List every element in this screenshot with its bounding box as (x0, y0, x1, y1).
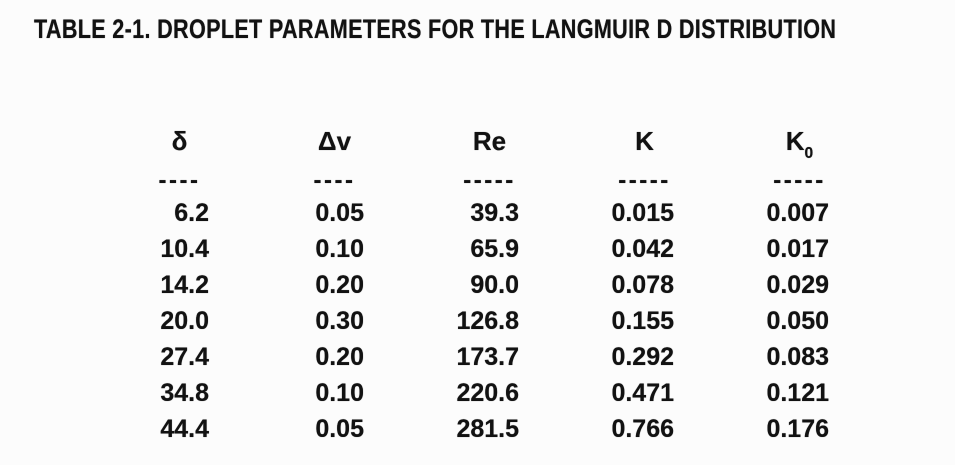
table-cell-delta-v: 0.20 (315, 271, 364, 299)
table-cell-delta-v: 0.30 (315, 307, 364, 335)
table-row (102, 303, 877, 339)
table-cell-k: 0.078 (611, 271, 674, 299)
table-cell-k: 0.471 (611, 379, 674, 407)
column-divider-dashes: ----- (463, 167, 516, 194)
table-cell-re: 65.9 (470, 235, 519, 263)
table-cell-delta: 20.0 (160, 307, 209, 335)
column-header-delta (102, 127, 257, 169)
table-cell-re: 126.8 (456, 307, 519, 335)
table-row (102, 231, 877, 267)
table-cell-delta-v: 0.05 (315, 415, 364, 443)
table-cell-delta: 44.4 (160, 415, 209, 443)
table-cell-k: 0.015 (611, 199, 674, 227)
header-label: Δv (317, 126, 352, 156)
table-cell-delta: 10.4 (160, 235, 209, 263)
table-cell-delta: 34.8 (160, 379, 209, 407)
table-cell-delta-v: 0.05 (315, 199, 364, 227)
table-header-row (102, 127, 877, 169)
table-cell-k0: 0.050 (766, 307, 829, 335)
header-label: K (635, 126, 654, 156)
table-cell-delta-v: 0.10 (315, 379, 364, 407)
table-cell-re: 173.7 (456, 343, 519, 371)
table-cell-k: 0.042 (611, 235, 674, 263)
table-cell-k0: 0.029 (766, 271, 829, 299)
table-cell-re: 90.0 (470, 271, 519, 299)
table-cell-k0: 0.121 (766, 379, 829, 407)
column-header-delta-v (257, 127, 412, 169)
table-cell-re: 281.5 (456, 415, 519, 443)
table-cell-delta-v: 0.10 (315, 235, 364, 263)
header-label: K (785, 126, 805, 156)
table-cell-k0: 0.007 (766, 199, 829, 227)
column-divider-dashes: ---- (313, 167, 356, 194)
column-divider-dashes: ----- (773, 167, 826, 194)
table-divider-row (102, 169, 877, 195)
header-label: Re (472, 126, 507, 156)
table-row (102, 267, 877, 303)
table-cell-delta-v: 0.20 (315, 343, 364, 371)
column-divider-dashes: ----- (618, 167, 671, 194)
table-cell-k0: 0.176 (766, 415, 829, 443)
table-row (102, 339, 877, 375)
header-label: δ (171, 126, 188, 156)
table-row (102, 375, 877, 411)
column-header-re (412, 127, 567, 169)
table-title: TABLE 2-1. DROPLET PARAMETERS FOR THE LANGMUIR D DISTRIBUTION (34, 14, 837, 44)
droplet-parameters-table (102, 127, 877, 447)
column-header-k0 (722, 127, 877, 169)
table-cell-k: 0.766 (611, 415, 674, 443)
table-cell-delta: 14.2 (160, 271, 209, 299)
table-row (102, 411, 877, 447)
column-header-k (567, 127, 722, 169)
table-cell-delta: 6.2 (174, 199, 209, 227)
table-row (102, 195, 877, 231)
column-divider-dashes: ---- (158, 167, 201, 194)
table-cell-k0: 0.017 (766, 235, 829, 263)
table-cell-delta: 27.4 (160, 343, 209, 371)
header-subscript: 0 (804, 145, 814, 163)
table-cell-k: 0.155 (611, 307, 674, 335)
table-cell-re: 220.6 (456, 379, 519, 407)
table-cell-k: 0.292 (611, 343, 674, 371)
table-cell-re: 39.3 (470, 199, 519, 227)
table-cell-k0: 0.083 (766, 343, 829, 371)
